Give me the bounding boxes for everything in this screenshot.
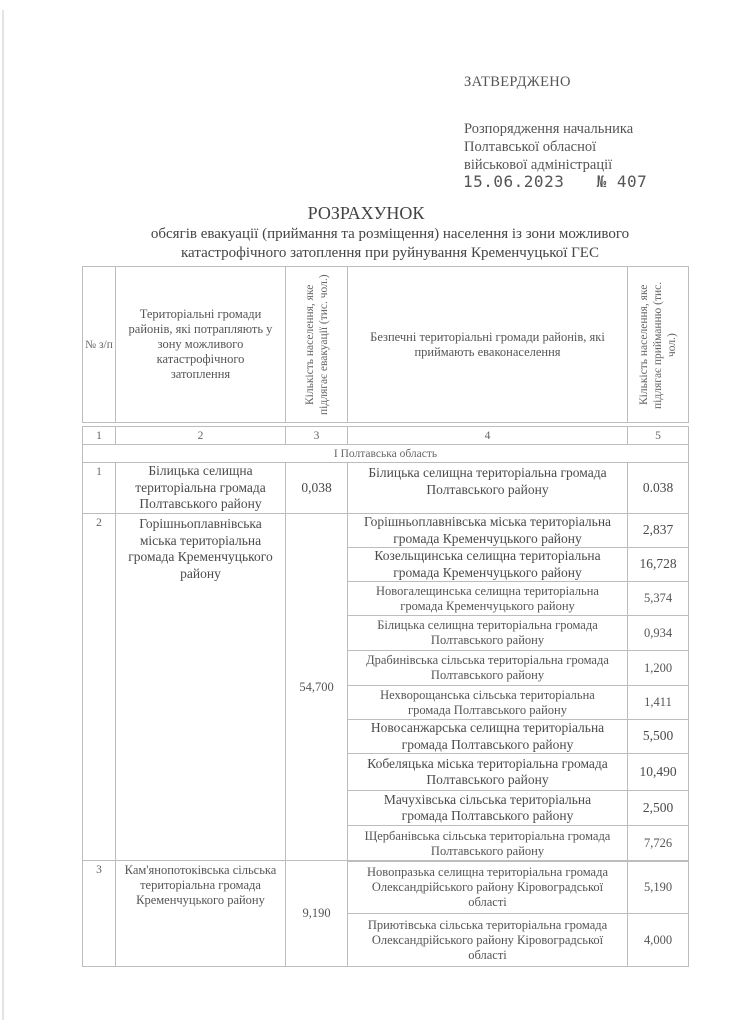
document-title: РОЗРАХУНОК [307, 203, 425, 223]
receiver-name: Новогалещинська селищна територіальна громада Кременчуцького району [347, 581, 628, 616]
receiver-value: 2,500 [627, 790, 689, 826]
receiver-value: 1,200 [627, 650, 689, 686]
header-evacuation-population [285, 266, 348, 423]
row-community: Кам'янопотоківська сільська територіальна громада Кременчуцького району [115, 860, 286, 967]
approval-heading: ЗАТВЕРДЖЕНО [464, 74, 571, 90]
order-line: Розпорядження начальника [464, 121, 634, 137]
receiver-name: Новопразька селищна територіальна громада Олександрійського району Кіровоградської області [347, 860, 628, 914]
document-subtitle: обсягів евакуації (приймання та розміщення) населення із зони можливого катастрофічного затоплення при руйнування Кременчуцької ГЕС [150, 226, 630, 261]
row-number: 3 [82, 860, 116, 967]
order-line: військової адміністрації [464, 157, 613, 173]
receiver-name: Білицька селищна територіальна громада Полтавського району [347, 462, 628, 514]
receiver-name: Козельщинська селищна територіальна громада Кременчуцького району [347, 547, 628, 582]
column-number: 1 [82, 426, 116, 445]
receiver-value: 2,837 [627, 513, 689, 548]
receiver-value: 16,728 [627, 547, 689, 582]
header-reception-population-text: Кількість населення, яке підлягає прийманню (тис. чол.) [638, 280, 678, 409]
column-number: 4 [347, 426, 628, 445]
receiver-name: Приютівська сільська територіальна громада Олександрійського району Кіровоградської області [347, 913, 628, 967]
order-line: Полтавської обласної [464, 139, 597, 155]
registration-stamp [463, 172, 647, 191]
receiver-name: Кобеляцька міська територіальна громада Полтавського району [347, 753, 628, 791]
receiver-value: 7,726 [627, 825, 689, 862]
region-row: І Полтавська область [82, 444, 689, 463]
receiver-value: 5,500 [627, 719, 689, 754]
row-evacuate-value: 9,190 [285, 860, 348, 967]
header-evacuation-population-text: Кількість населення, яке підлягає евакуації (тис. чол.) [303, 274, 330, 415]
approval-order [464, 120, 633, 174]
header-safe-communities: Безпечні територіальні громади районів, які приймають еваконаселення [347, 266, 628, 423]
receiver-name: Драбинівська сільська територіальна громада Полтавського району [347, 650, 628, 686]
row-evacuate-value: 54,700 [285, 513, 348, 861]
receiver-value: 5,374 [627, 581, 689, 616]
stamp-date: 15.06.2023 [463, 172, 565, 191]
receiver-name: Щербанівська сільська територіальна громада Полтавського району [347, 825, 628, 862]
column-number: 2 [115, 426, 286, 445]
header-reception-population [627, 266, 689, 423]
column-number: 5 [627, 426, 689, 445]
receiver-value: 4,000 [627, 913, 689, 967]
scan-edge [2, 10, 4, 1020]
receiver-value: 0.038 [627, 462, 689, 514]
stamp-number: № 407 [596, 172, 648, 191]
receiver-name: Горішньоплавнівська міська територіальна громада Кременчуцького району [347, 513, 628, 548]
receiver-value: 10,490 [627, 753, 689, 791]
row-number: 1 [82, 462, 116, 514]
receiver-value: 5,190 [627, 860, 689, 914]
row-community: Горішньоплавнівська міська територіальна громада Кременчуцького району [115, 513, 286, 861]
header-num: № з/п [82, 266, 116, 423]
row-community: Білицька селищна територіальна громада Полтавського району [115, 462, 286, 514]
row-evacuate-value: 0,038 [285, 462, 348, 514]
receiver-name: Нехворощанська сільська територіальна громада Полтавського району [347, 685, 628, 720]
receiver-value: 0,934 [627, 615, 689, 651]
header-communities-at-risk: Територіальні громади районів, які потрапляють у зону можливого катастрофічного затоплення [115, 266, 286, 423]
receiver-name: Білицька селищна територіальна громада Полтавського району [347, 615, 628, 651]
receiver-name: Мачухівська сільська територіальна громада Полтавського району [347, 790, 628, 826]
receiver-name: Новосанжарська селищна територіальна громада Полтавського району [347, 719, 628, 754]
receiver-value: 1,411 [627, 685, 689, 720]
column-number: 3 [285, 426, 348, 445]
row-number: 2 [82, 513, 116, 861]
